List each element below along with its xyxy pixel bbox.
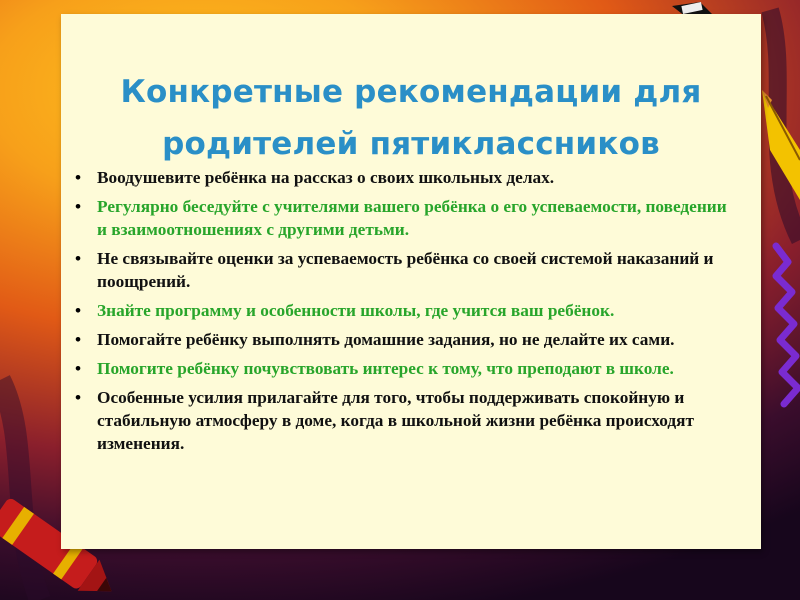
list-item-text: Помогите ребёнку почувствовать интерес к тому, что преподают в школе.: [97, 359, 674, 378]
list-item: [73, 357, 733, 380]
list-item: [73, 247, 733, 293]
list-item-text: Регулярно беседуйте с учителями вашего ребёнка о его успеваемости, поведении и взаимоотношениях с другими детьми.: [97, 197, 727, 239]
slide-title: [61, 66, 761, 170]
recommendation-list: [73, 166, 733, 461]
bullet-icon: •: [75, 330, 82, 349]
slide-title-line-2: родителей пятиклассников: [162, 126, 660, 162]
list-item: [73, 386, 733, 455]
bullet-icon: •: [75, 197, 82, 216]
slide-title-line-1: Конкретные рекомендации для: [120, 74, 702, 110]
list-item: [73, 195, 733, 241]
purple-squiggle-icon: [776, 246, 798, 404]
content-card: [61, 14, 761, 549]
list-item-text: Помогайте ребёнку выполнять домашние задания, но не делайте их сами.: [97, 330, 675, 349]
bullet-icon: •: [75, 359, 82, 378]
list-item: [73, 299, 733, 322]
bullet-icon: •: [75, 249, 82, 268]
list-item-text: Особенные усилия прилагайте для того, чтобы поддерживать спокойную и стабильную атмосферу в доме, когда в школьной жизни ребёнка происходят изменения.: [97, 388, 694, 453]
bullet-icon: •: [75, 168, 82, 187]
list-item: [73, 166, 733, 189]
bullet-icon: •: [75, 388, 82, 407]
list-item-text: Знайте программу и особенности школы, где учится ваш ребёнок.: [97, 301, 615, 320]
bullet-icon: •: [75, 301, 82, 320]
list-item-text: Воодушевите ребёнка на рассказ о своих школьных делах.: [97, 168, 555, 187]
list-item-text: Не связывайте оценки за успеваемость ребёнка со своей системой наказаний и поощрений.: [97, 249, 714, 291]
list-item: [73, 328, 733, 351]
